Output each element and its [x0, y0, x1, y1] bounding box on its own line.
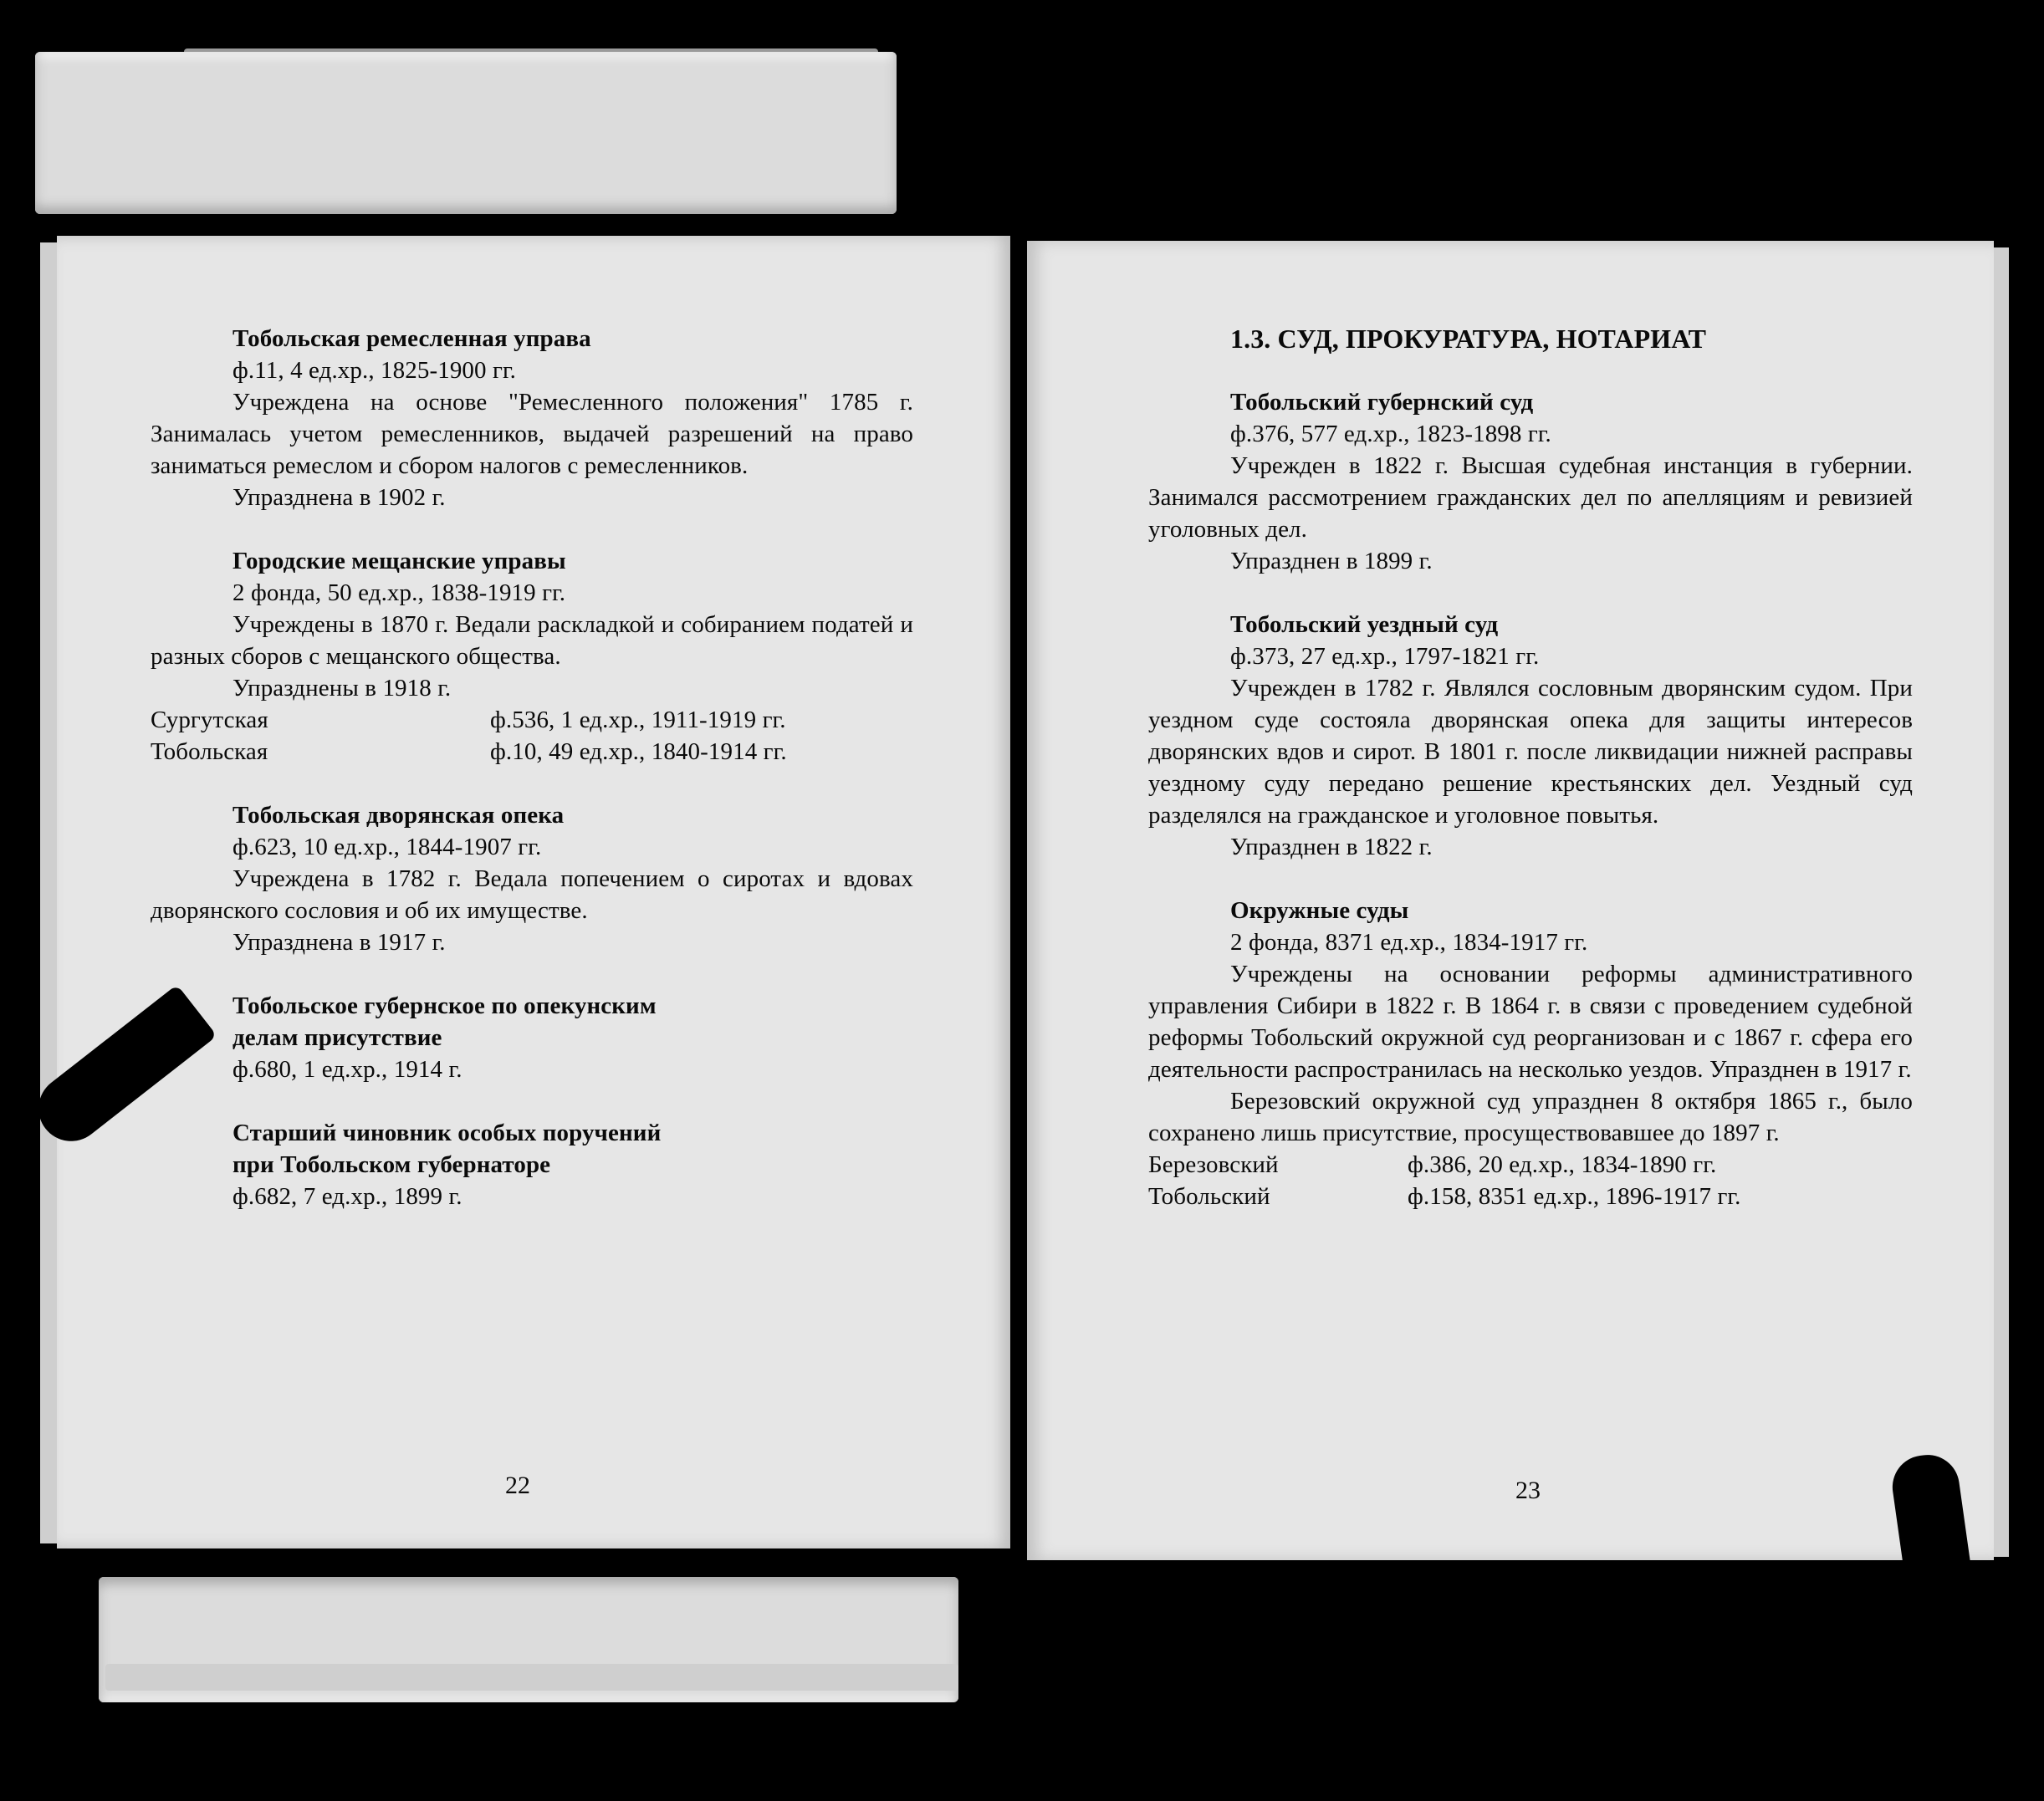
left-page-text: [151, 323, 913, 1212]
entry-description: Учреждена на основе "Ремесленного положения" 1785 г. Занималась учетом ремесленников, выдачей разрешений на право заниматься ремеслом и сбором налогов с ремесленников.: [151, 389, 913, 479]
fond-row-value: ф.158, 8351 ед.хр., 1896-1917 гг.: [1408, 1183, 1741, 1210]
entry-title: Старший чиновник особых поручений: [233, 1120, 662, 1146]
entry-abolished: Упразднены в 1918 г.: [233, 675, 452, 702]
entry-abolished: Упразднена в 1917 г.: [233, 929, 446, 956]
entry-abolished: Упразднена в 1902 г.: [233, 484, 446, 511]
fond-row-value: ф.386, 20 ед.хр., 1834-1890 гг.: [1408, 1151, 1717, 1178]
right-page-text: [1148, 323, 1913, 1212]
fond-row-name: Сургутская: [151, 707, 268, 733]
fond-row-name: Березовский: [1148, 1151, 1279, 1178]
fond-row-value: ф.536, 1 ед.хр., 1911-1919 гг.: [490, 707, 786, 733]
entry-title: при Тобольском губернаторе: [233, 1151, 551, 1178]
fond-row: [151, 736, 913, 768]
section-title: 1.3. СУД, ПРОКУРАТУРА, НОТАРИАТ: [1230, 324, 1707, 354]
fond-row: [1148, 1181, 1913, 1212]
entry-title: Тобольский уездный суд: [1230, 611, 1499, 638]
entry-description: Учреждены в 1870 г. Ведали раскладкой и собиранием податей и разных сборов с мещанского общества.: [151, 611, 913, 670]
fond-row: [151, 704, 913, 736]
entry-title: Тобольская дворянская опека: [233, 802, 565, 829]
entry-title: Окружные суды: [1230, 897, 1409, 924]
entry-abolished: Упразднен в 1822 г.: [1230, 834, 1433, 860]
entry-fond: ф.11, 4 ед.хр., 1825-1900 гг.: [233, 357, 517, 384]
page-number-left: 22: [505, 1472, 530, 1499]
entry-fond: 2 фонда, 8371 ед.хр., 1834-1917 гг.: [1230, 929, 1588, 956]
entry-description: Учрежден в 1782 г. Являлся сословным дворянским судом. При уездном суде состояла дворянская опека для защиты интересов дворянских вдов и сирот. В 1801 г. после ликвидации нижней расправы уездному суду передано решение крестьянских дел. Уездный суд разделялся на гражданское и уголовное повытья.: [1148, 675, 1913, 829]
page-number-right: 23: [1515, 1477, 1541, 1504]
fond-row-value: ф.10, 49 ед.хр., 1840-1914 гг.: [490, 738, 787, 765]
entry-title: Тобольская ремесленная управа: [233, 325, 591, 352]
folded-paper-bottom-edge: [105, 1664, 958, 1691]
entry-description-2: Березовский окружной суд упразднен 8 октября 1865 г., было сохранено лишь присутствие, просуществовавшее до 1897 г.: [1148, 1088, 1913, 1146]
entry-description: Учреждена в 1782 г. Ведала попечением о сиротах и вдовах дворянского сословия и об их имуществе.: [151, 865, 913, 924]
entry-description: Учрежден в 1822 г. Высшая судебная инстанция в губернии. Занимался рассмотрением гражданских дел по апелляциям и ревизией уголовных дел.: [1148, 452, 1913, 543]
entry-fond: ф.682, 7 ед.хр., 1899 г.: [233, 1183, 462, 1210]
folded-paper-top: [35, 52, 897, 214]
entry-description: Учреждены на основании реформы административного управления Сибири в 1822 г. В 1864 г. в связи с проведением судебной реформы Тобольский окружной суд реорганизован и с 1867 г. сфера его деятельности распространилась на несколько уездов. Упразднен в 1917 г.: [1148, 961, 1913, 1083]
fond-row-name: Тобольская: [151, 738, 268, 765]
entry-fond: ф.373, 27 ед.хр., 1797-1821 гг.: [1230, 643, 1540, 670]
entry-title: Тобольский губернский суд: [1230, 389, 1534, 416]
entry-fond: 2 фонда, 50 ед.хр., 1838-1919 гг.: [233, 579, 566, 606]
entry-fond: ф.680, 1 ед.хр., 1914 г.: [233, 1056, 462, 1083]
entry-fond: ф.376, 577 ед.хр., 1823-1898 гг.: [1230, 421, 1551, 447]
entry-fond: ф.623, 10 ед.хр., 1844-1907 гг.: [233, 834, 542, 860]
fond-row-name: Тобольский: [1148, 1183, 1270, 1210]
entry-title: Городские мещанские управы: [233, 548, 566, 574]
entry-title: делам присутствие: [233, 1024, 442, 1051]
entry-title: Тобольское губернское по опекунским: [233, 992, 657, 1019]
entry-abolished: Упразднен в 1899 г.: [1230, 548, 1433, 574]
fond-row: [1148, 1149, 1913, 1181]
right-page-edge: [1994, 247, 2009, 1557]
left-page-edge: [40, 242, 59, 1543]
